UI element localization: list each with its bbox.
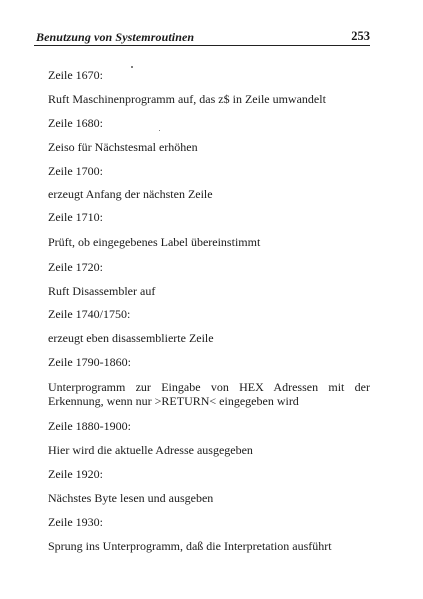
entry-label: Zeile 1680: bbox=[48, 116, 103, 130]
entry-label: Zeile 1790-1860: bbox=[48, 355, 131, 369]
header-title: Benutzung von Systemroutinen bbox=[36, 30, 195, 44]
scan-speck bbox=[131, 66, 133, 68]
entry-description: Unterprogramm zur Eingabe von HEX Adressen mit der Erkennung, wenn nur >RETURN< eingegeben wird bbox=[48, 380, 370, 408]
entry-label: Zeile 1920: bbox=[48, 467, 103, 481]
entry-label: Zeile 1930: bbox=[48, 515, 103, 529]
entry-label: Zeile 1710: bbox=[48, 210, 103, 224]
entry-description: Sprung ins Unterprogramm, daß die Interpretation ausführt bbox=[48, 539, 332, 553]
entry-label: Zeile 1880-1900: bbox=[48, 419, 131, 433]
page-number: 253 bbox=[351, 29, 370, 43]
entry-label: Zeile 1700: bbox=[48, 164, 103, 178]
entry-description: Zeiso für Nächstesmal erhöhen bbox=[48, 140, 198, 154]
entry-description: Ruft Disassembler auf bbox=[48, 284, 156, 298]
scan-speck bbox=[159, 130, 160, 131]
entry-description: Ruft Maschinenprogramm auf, das z$ in Zeile umwandelt bbox=[48, 92, 326, 106]
running-header bbox=[34, 29, 370, 46]
entry-description: erzeugt Anfang der nächsten Zeile bbox=[48, 187, 213, 201]
entry-description: Nächstes Byte lesen und ausgeben bbox=[48, 491, 214, 505]
entry-label: Zeile 1740/1750: bbox=[48, 307, 131, 321]
entry-description: Hier wird die aktuelle Adresse ausgegeben bbox=[48, 443, 253, 457]
entry-description: erzeugt eben disassemblierte Zeile bbox=[48, 331, 214, 345]
entry-description: Prüft, ob eingegebenes Label übereinstimmt bbox=[48, 235, 261, 249]
entry-label: Zeile 1670: bbox=[48, 68, 103, 82]
entry-label: Zeile 1720: bbox=[48, 260, 103, 274]
